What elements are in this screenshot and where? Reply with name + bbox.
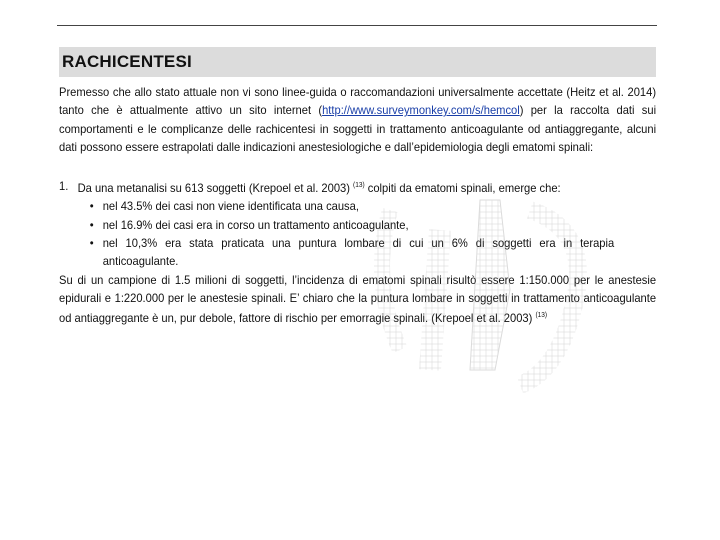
survey-link[interactable]: http://www.surveymonkey.com/s/hemcol — [322, 103, 520, 118]
bullet-text: nel 43.5% dei casi non viene identificata una causa, — [102, 199, 359, 214]
intro-paragraph — [59, 83, 656, 156]
bullet-icon: • — [89, 217, 94, 232]
bullet-text: nel 10,3% era stata praticata una puntura lombare di cui un 6% di soggetti era in terapia anticoagulante. — [102, 236, 615, 269]
item-reference: (13) — [353, 182, 365, 190]
closing-reference: (13) — [535, 312, 548, 320]
closing-text: Su di un campione di 1.5 milioni di soggetti, l’incidenza di ematomi spinali risultò essere 1:150.000 per le anestesie epidurali e 1:220.000 per le anestesie spinali. E’ chiaro che la puntura lombare in soggetti in trattamento anticoagulante od antiaggregante è un, pur debole, fattore di rischio per emorragie spinali. (Krepoel et al. 2003) — [59, 272, 657, 326]
intro-text-end: ) per la raccolta dati sui comportamenti e le complicanze delle rachicentesi in soggetti in trattamento anticoagulante od antiaggregante, alcuni dati possono essere estrapolati dalle indicazioni anestesiologiche e dall’epidemiologia degli ematomi spinali: — [59, 103, 657, 154]
section-title: RACHICENTESI — [59, 47, 656, 77]
bullet-icon: • — [89, 199, 94, 214]
item-number: 1. — [59, 179, 69, 194]
bullet-icon: • — [89, 236, 94, 251]
item-text-start: Da una metanalisi su 613 soggetti (Krepoel et al. 2003) — [77, 181, 354, 196]
bullet-text: nel 16.9% dei casi era in corso un trattamento anticoagulante, — [102, 217, 409, 232]
intro-text-start: Premesso che allo stato attuale non vi sono linee-guida o raccomandazioni universalmente accettate (Heitz et al. 2014) tanto che è attualmente attivo un sito internet ( — [59, 85, 657, 118]
item-text-end: colpiti da ematomi spinali, emerge che: — [364, 181, 561, 196]
top-rule — [57, 25, 657, 26]
watermark-logo-icon — [360, 170, 610, 400]
